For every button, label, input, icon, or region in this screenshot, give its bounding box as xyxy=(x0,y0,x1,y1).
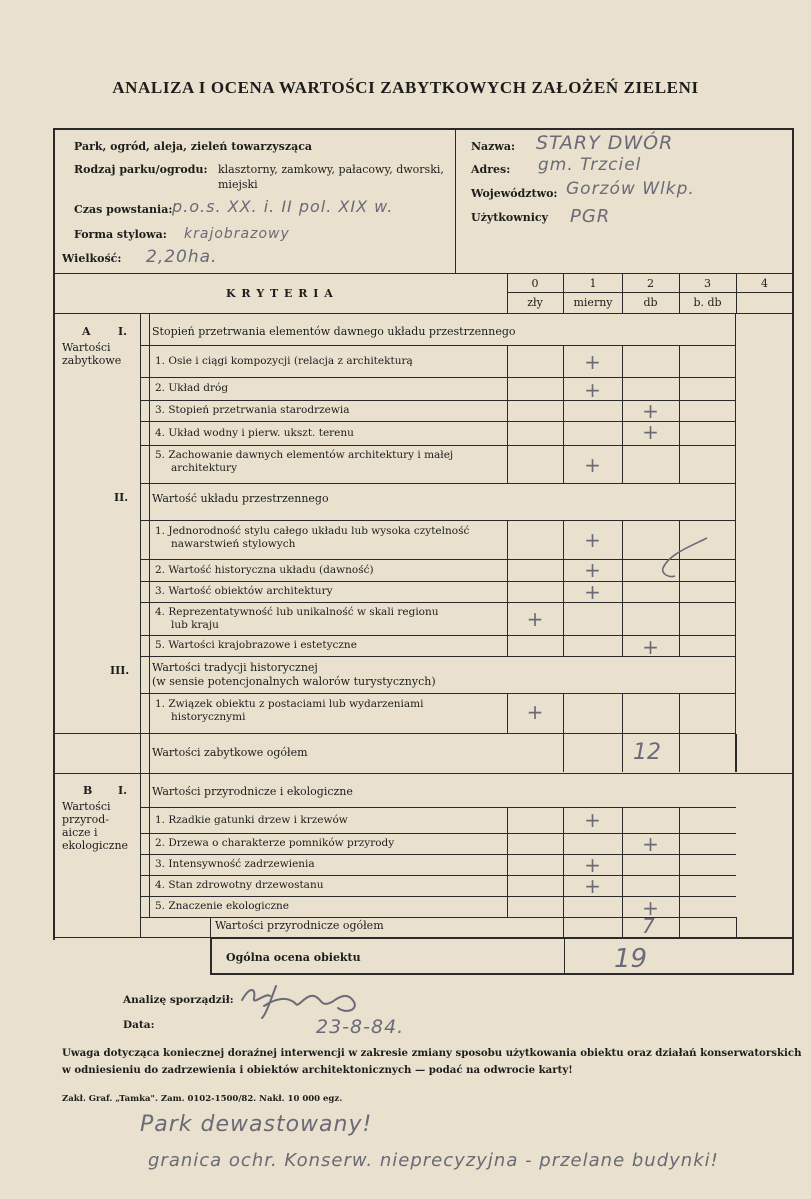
score-mark: + xyxy=(584,579,601,604)
total-cell-line xyxy=(563,917,564,937)
score-cell-line xyxy=(507,521,508,559)
score-cell-line xyxy=(507,421,508,445)
criteria-label xyxy=(155,355,413,368)
score-cell-line xyxy=(507,559,508,581)
hdr-col-line xyxy=(563,274,564,313)
rodzaj-options-2: miejski xyxy=(218,178,258,191)
czas-label: Czas powstania: xyxy=(74,203,173,216)
total-cell-line xyxy=(563,734,564,772)
score-cell-line xyxy=(622,559,623,581)
group-a-name-2: zabytkowe xyxy=(62,354,122,367)
score-mark: + xyxy=(584,852,601,877)
total-cell-line xyxy=(622,734,623,772)
criteria-label xyxy=(155,525,469,551)
park-type-label: Park, ogród, aleja, zieleń towarzysząca xyxy=(74,140,313,153)
score-cell-line xyxy=(679,635,680,656)
rodzaj-options: klasztorny, zamkowy, pałacowy, dworski, xyxy=(218,163,444,176)
score-cell-line xyxy=(563,694,564,733)
total-cell-line xyxy=(736,734,737,772)
score-mark: + xyxy=(584,558,601,582)
score-col-1: 1 xyxy=(589,277,597,290)
criteria-label-line: 5. Wartości krajobrazowe i estetyczne xyxy=(155,639,357,651)
score-cell-line xyxy=(507,635,508,656)
total-cell-line xyxy=(679,734,680,772)
score-mark: + xyxy=(526,606,544,631)
rodzaj-label: Rodzaj parku/ogrodu: xyxy=(74,163,208,176)
score-cell-line xyxy=(563,346,564,377)
data-value: 23-8-84. xyxy=(316,1016,405,1038)
group-divider xyxy=(54,773,793,774)
score-cell-line xyxy=(149,581,150,602)
score-cell-line xyxy=(149,602,150,635)
score-cell-line xyxy=(507,808,508,833)
score-cell-line xyxy=(149,635,150,656)
forma-label: Forma stylowa: xyxy=(74,228,167,241)
criteria-label-line: 2. Wartość historyczna układu (dawność) xyxy=(155,563,374,576)
score-cell-line xyxy=(563,602,564,635)
score-cell-line xyxy=(149,833,150,854)
criteria-label xyxy=(155,837,394,850)
group-b-name: Wartości xyxy=(62,800,111,813)
criteria-label-line: 2. Drzewa o charakterze pomników przyrody xyxy=(155,837,395,849)
group-b-code: B xyxy=(83,784,93,797)
nazwa-value: STARY DWÓR xyxy=(536,132,674,154)
score-cell-line xyxy=(622,377,623,400)
criteria-label-line: 4. Reprezentatywność lub unikalność w skali regionu xyxy=(155,606,439,618)
group-a-name: Wartości xyxy=(62,341,111,354)
ogolna-value: 19 xyxy=(614,944,648,974)
sec-a3-num: III. xyxy=(110,664,130,677)
score-cell-line xyxy=(507,377,508,400)
score-cell-line xyxy=(149,377,150,400)
score-name-0: zły xyxy=(527,296,543,309)
score-cell-line xyxy=(149,896,150,917)
criteria-label-line: nawarstwień stylowych xyxy=(171,538,296,550)
przyrodnicze-left-line xyxy=(210,917,211,937)
score-cell-line xyxy=(149,694,150,733)
score-cell-line xyxy=(679,896,680,917)
criteria-label-line: 1. Związek obiektu z postaciami lub wydarzeniami xyxy=(155,698,424,710)
score-mark: + xyxy=(584,528,601,552)
score-col-3: 3 xyxy=(704,277,711,290)
score-header-rule xyxy=(507,292,793,293)
form-title: ANALIZA I OCENA WARTOŚCI ZABYTKOWYCH ZAŁOŻEŃ ZIELENI xyxy=(112,78,699,97)
score-cell-line xyxy=(563,635,564,656)
score-cell-line xyxy=(149,314,150,345)
printer-note: Zakł. Graf. „Tamka". Zam. 0102-1500/82. Nakł. 10 000 egz. xyxy=(62,1094,343,1104)
criteria-label-line: 4. Układ wodny i pierw. ukszt. terenu xyxy=(155,426,354,439)
criteria-label xyxy=(155,879,323,892)
hdr-col-line xyxy=(736,274,737,313)
score-cell-line xyxy=(507,400,508,421)
criteria-label xyxy=(155,404,349,417)
criteria-label-line: 3. Wartość obiektów architektury xyxy=(155,585,333,597)
score-cell-line xyxy=(507,833,508,854)
score-cell-line xyxy=(563,377,564,400)
criteria-label xyxy=(155,585,333,598)
criteria-row xyxy=(141,377,736,401)
criteria-label xyxy=(155,427,354,440)
criteria-label-line: 4. Stan zdrowotny drzewostanu xyxy=(155,879,324,891)
ogolna-divider xyxy=(564,938,565,974)
score-cell-line xyxy=(507,896,508,917)
score-cell-line xyxy=(622,400,623,421)
group-b-name-2: przyrod- xyxy=(62,813,109,826)
criteria-label-line: lub kraju xyxy=(171,619,219,631)
score-mark: + xyxy=(642,398,659,423)
kryteria-bottom-rule xyxy=(54,313,793,314)
criteria-label-line: historycznymi xyxy=(171,711,246,723)
score-cell-line xyxy=(622,346,623,377)
score-cell-line xyxy=(679,346,680,377)
sec-a1-num: I. xyxy=(118,325,127,338)
woj-value: Gorzów Wlkp. xyxy=(566,179,695,199)
uwaga-line-2: w odniesieniu do zadrzewienia i obiektów architektonicznych — podać na odwrocie karty! xyxy=(62,1064,573,1076)
score-cell-line xyxy=(149,656,150,693)
score-cell-line xyxy=(507,602,508,635)
criteria-label xyxy=(155,564,374,577)
score-cell-line xyxy=(679,377,680,400)
score-cell-line xyxy=(149,854,150,875)
score-name-2: db xyxy=(643,296,658,309)
score-cell-line xyxy=(563,445,564,483)
wielkosc-value: 2,20ha. xyxy=(146,247,218,267)
sec-a3-title-2: (w sensie potencjonalnych walorów turystycznych) xyxy=(152,675,436,688)
score-cell-line xyxy=(679,854,680,875)
data-label: Data: xyxy=(123,1019,155,1031)
score-cell-line xyxy=(679,694,680,733)
score-col-2: 2 xyxy=(647,277,654,290)
criteria-label xyxy=(155,606,439,632)
score-cell-line xyxy=(622,875,623,896)
score-name-1: mierny xyxy=(573,296,613,309)
score-cell-line xyxy=(563,833,564,854)
score-cell-line xyxy=(507,694,508,733)
nazwa-label: Nazwa: xyxy=(471,140,516,153)
total-cell-line xyxy=(736,917,737,937)
przyrodnicze-total-value: 7 xyxy=(642,914,656,938)
score-cell-line xyxy=(149,445,150,483)
score-cell-line xyxy=(679,581,680,602)
group-b-name-3: aicze i xyxy=(62,826,98,839)
hdr-col-line xyxy=(679,274,680,313)
score-cell-line xyxy=(149,400,150,421)
uzytk-label: Użytkownicy xyxy=(471,211,549,224)
czas-value: p.o.s. XX. i. II pol. XIX w. xyxy=(172,197,394,216)
score-cell-line xyxy=(622,602,623,635)
score-cell-line xyxy=(622,445,623,483)
score-cell-line xyxy=(563,581,564,602)
score-col-4: 4 xyxy=(761,277,768,290)
score-mark: + xyxy=(584,453,601,477)
score-cell-line xyxy=(679,833,680,854)
criteria-label-line: 2. Układ dróg xyxy=(155,382,229,394)
score-cell-line xyxy=(507,445,508,483)
hdr-col-line xyxy=(622,274,623,313)
score-cell-line xyxy=(679,421,680,445)
score-col-0: 0 xyxy=(531,277,539,290)
criteria-label-line: 1. Jednorodność stylu całego układu lub wysoka czytelność xyxy=(155,525,470,537)
score-cell-line xyxy=(679,875,680,896)
score-cell-line xyxy=(507,346,508,377)
criteria-label-line: 3. Intensywność zadrzewienia xyxy=(155,858,315,870)
group-a-code: A xyxy=(82,325,91,338)
criteria-label-line: architektury xyxy=(171,462,238,474)
handwritten-note-2: granica ochr. Konserw. nieprecyzyjna - przelane budynki! xyxy=(148,1150,719,1171)
header-divider xyxy=(455,129,456,273)
kryteria-heading: K R Y T E R I A xyxy=(226,287,334,300)
score-cell-line xyxy=(149,559,150,581)
score-mark: + xyxy=(526,699,544,724)
score-cell-line xyxy=(622,896,623,917)
score-cell-line xyxy=(149,421,150,445)
score-cell-line xyxy=(563,808,564,833)
adres-value: gm. Trzciel xyxy=(538,155,642,175)
score-cell-line xyxy=(622,421,623,445)
criteria-label-line: 5. Znaczenie ekologiczne xyxy=(155,900,290,912)
wielkosc-label: Wielkość: xyxy=(62,252,122,265)
kryteria-top-rule xyxy=(54,273,793,274)
criteria-label xyxy=(155,858,315,871)
criteria-label xyxy=(155,900,289,913)
criteria-label xyxy=(155,382,228,395)
criteria-label xyxy=(155,449,453,475)
score-cell-line xyxy=(563,854,564,875)
score-cell-line xyxy=(149,773,150,807)
zabytkowe-total-value: 12 xyxy=(633,740,661,765)
handwritten-note-1: Park dewastowany! xyxy=(140,1112,373,1137)
score-cell-line xyxy=(149,808,150,833)
score-cell-line xyxy=(622,833,623,854)
score-mark: + xyxy=(642,831,659,856)
criteria-label-line: 1. Osie i ciągi kompozycji (relacja z architekturą xyxy=(155,355,413,367)
criteria-label-line: 1. Rzadkie gatunki drzew i krzewów xyxy=(155,814,348,826)
score-cell-line xyxy=(507,581,508,602)
score-cell-line xyxy=(563,421,564,445)
score-cell-line xyxy=(563,521,564,559)
sec-b1-num: I. xyxy=(118,784,127,797)
hdr-col-line xyxy=(507,274,508,313)
total-cell-line xyxy=(679,917,680,937)
score-cell-line xyxy=(679,602,680,635)
sec-b1-title: Wartości przyrodnicze i ekologiczne xyxy=(152,785,353,798)
score-mark: + xyxy=(584,873,601,898)
score-cell-line xyxy=(149,346,150,377)
score-mark: + xyxy=(584,377,601,402)
score-cell-line xyxy=(622,635,623,656)
zabytkowe-total-label: Wartości zabytkowe ogółem xyxy=(152,746,308,759)
score-cell-line xyxy=(507,854,508,875)
score-cell-line xyxy=(507,875,508,896)
uzytk-value: PGR xyxy=(570,206,611,227)
sec-a1-title: Stopień przetrwania elementów dawnego układu przestrzennego xyxy=(152,325,516,338)
score-cell-line xyxy=(149,875,150,896)
score-cell-line xyxy=(622,521,623,559)
score-cell-line xyxy=(622,808,623,833)
score-cell-line xyxy=(149,482,150,520)
score-cell-line xyxy=(149,521,150,559)
score-cell-line xyxy=(622,694,623,733)
score-cell-line xyxy=(622,854,623,875)
przyrodnicze-total-label: Wartości przyrodnicze ogółem xyxy=(215,919,384,932)
total-cell-line xyxy=(622,917,623,937)
score-mark: + xyxy=(584,807,601,832)
uwaga-line-1: Uwaga dotycząca koniecznej doraźnej interwencji w zakresie zmiany sposobu użytkowania obiektu oraz działań konserwatorskich xyxy=(62,1047,802,1059)
group-divider xyxy=(54,733,141,734)
criteria-label xyxy=(155,698,423,724)
score-mark: + xyxy=(642,420,659,444)
score-cell-line xyxy=(679,808,680,833)
score-cell-line xyxy=(563,559,564,581)
sec-a2-title: Wartość układu przestrzennego xyxy=(152,492,329,505)
adres-label: Adres: xyxy=(471,163,511,176)
score-mark: + xyxy=(642,895,659,920)
criteria-label-line: 5. Zachowanie dawnych elementów architektury i małej xyxy=(155,449,454,461)
score-name-3: b. db xyxy=(693,296,722,309)
score-cell-line xyxy=(149,733,150,773)
analize-label: Analizę sporządził: xyxy=(123,994,234,1006)
pen-stroke xyxy=(655,532,715,582)
score-cell-line xyxy=(563,896,564,917)
score-mark: + xyxy=(584,349,601,374)
score-mark: + xyxy=(642,634,659,659)
criteria-label xyxy=(155,639,357,652)
woj-label: Województwo: xyxy=(471,187,558,200)
sec-a3-title: Wartości tradycji historycznej xyxy=(152,661,318,674)
ogolna-label: Ogólna ocena obiektu xyxy=(226,951,361,964)
criteria-label-line: 3. Stopień przetrwania starodrzewia xyxy=(155,404,350,416)
group-b-name-4: ekologiczne xyxy=(62,839,129,852)
forma-value: krajobrazowy xyxy=(184,226,290,242)
criteria-label xyxy=(155,814,348,827)
score-cell-line xyxy=(563,400,564,421)
score-cell-line xyxy=(563,875,564,896)
score-cell-line xyxy=(679,445,680,483)
score-cell-line xyxy=(679,400,680,421)
sec-a2-num: II. xyxy=(114,491,129,504)
score-cell-line xyxy=(622,581,623,602)
